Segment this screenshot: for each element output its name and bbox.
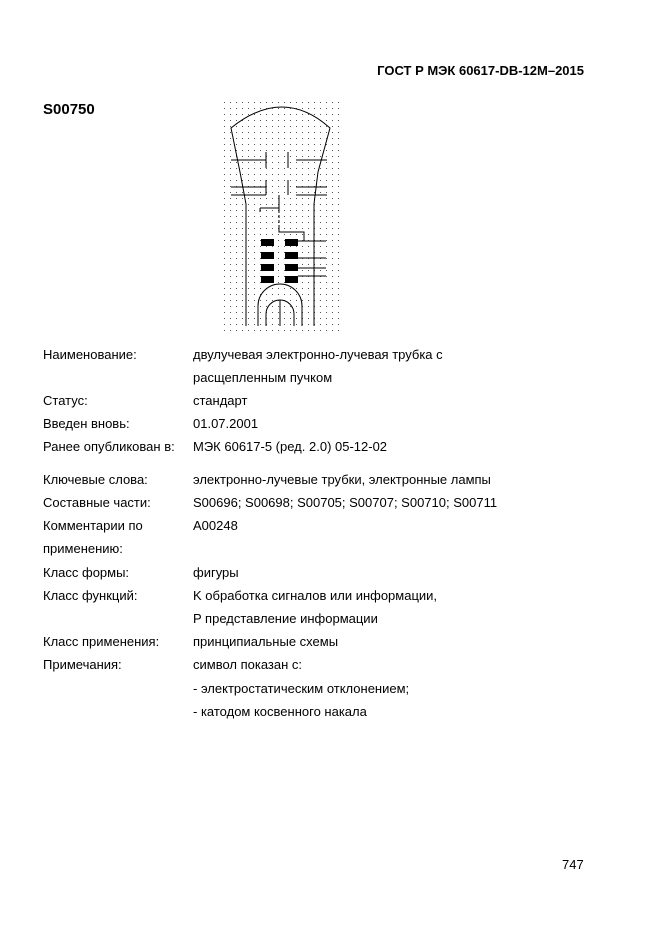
field-value-notes: - катодом косвенного накала xyxy=(193,704,367,719)
field-value-keywords: электронно-лучевые трубки, электронные лампы xyxy=(193,472,491,487)
field-label-name: Наименование: xyxy=(43,347,137,362)
field-label-status: Статус: xyxy=(43,393,88,408)
field-value-notes: символ показан с: xyxy=(193,657,303,672)
field-label-comments: применению: xyxy=(43,541,123,556)
field-value-components: S00696; S00698; S00705; S00707; S00710; S00711 xyxy=(193,495,498,510)
electrode-block xyxy=(285,239,298,246)
field-label-function-class: Класс функций: xyxy=(43,588,138,603)
electrode-block xyxy=(285,252,298,259)
field-label-notes: Примечания: xyxy=(43,657,122,672)
electrode-block xyxy=(285,276,298,283)
field-label-application-class: Класс применения: xyxy=(43,634,160,649)
field-value-function-class: P представление информации xyxy=(193,611,378,626)
field-value-notes: - электростатическим отклонением; xyxy=(193,681,410,696)
crt-symbol-diagram xyxy=(222,100,344,335)
field-label-components: Составные части: xyxy=(43,495,151,510)
field-value-application-class: принципиальные схемы xyxy=(193,634,339,649)
field-value-name: двулучевая электронно-лучевая трубка с xyxy=(193,347,443,362)
page-number: 747 xyxy=(562,857,584,872)
field-value-comments: A00248 xyxy=(193,518,238,533)
field-value-form-class: фигуры xyxy=(193,565,239,580)
field-label-keywords: Ключевые слова: xyxy=(43,472,148,487)
symbol-code: S00750 xyxy=(43,101,95,118)
electrode-block xyxy=(261,252,274,259)
field-value-function-class: K обработка сигналов или информации, xyxy=(193,588,438,603)
field-label-introduced: Введен вновь: xyxy=(43,416,130,431)
electrode-block xyxy=(285,264,298,271)
field-label-comments: Комментарии по xyxy=(43,518,143,533)
field-value-status: стандарт xyxy=(193,393,248,408)
electrode-block xyxy=(261,276,274,283)
field-label-previously-published: Ранее опубликован в: xyxy=(43,439,175,454)
field-value-introduced: 01.07.2001 xyxy=(193,416,259,431)
document-header: ГОСТ Р МЭК 60617-DB-12M–2015 xyxy=(377,63,584,78)
field-value-name: расщепленным пучком xyxy=(193,370,333,385)
field-value-previously-published: МЭК 60617-5 (ред. 2.0) 05-12-02 xyxy=(193,439,388,454)
electrode-block xyxy=(261,264,274,271)
field-label-form-class: Класс формы: xyxy=(43,565,130,580)
electrode-block xyxy=(261,239,274,246)
grid-dots xyxy=(222,100,344,335)
